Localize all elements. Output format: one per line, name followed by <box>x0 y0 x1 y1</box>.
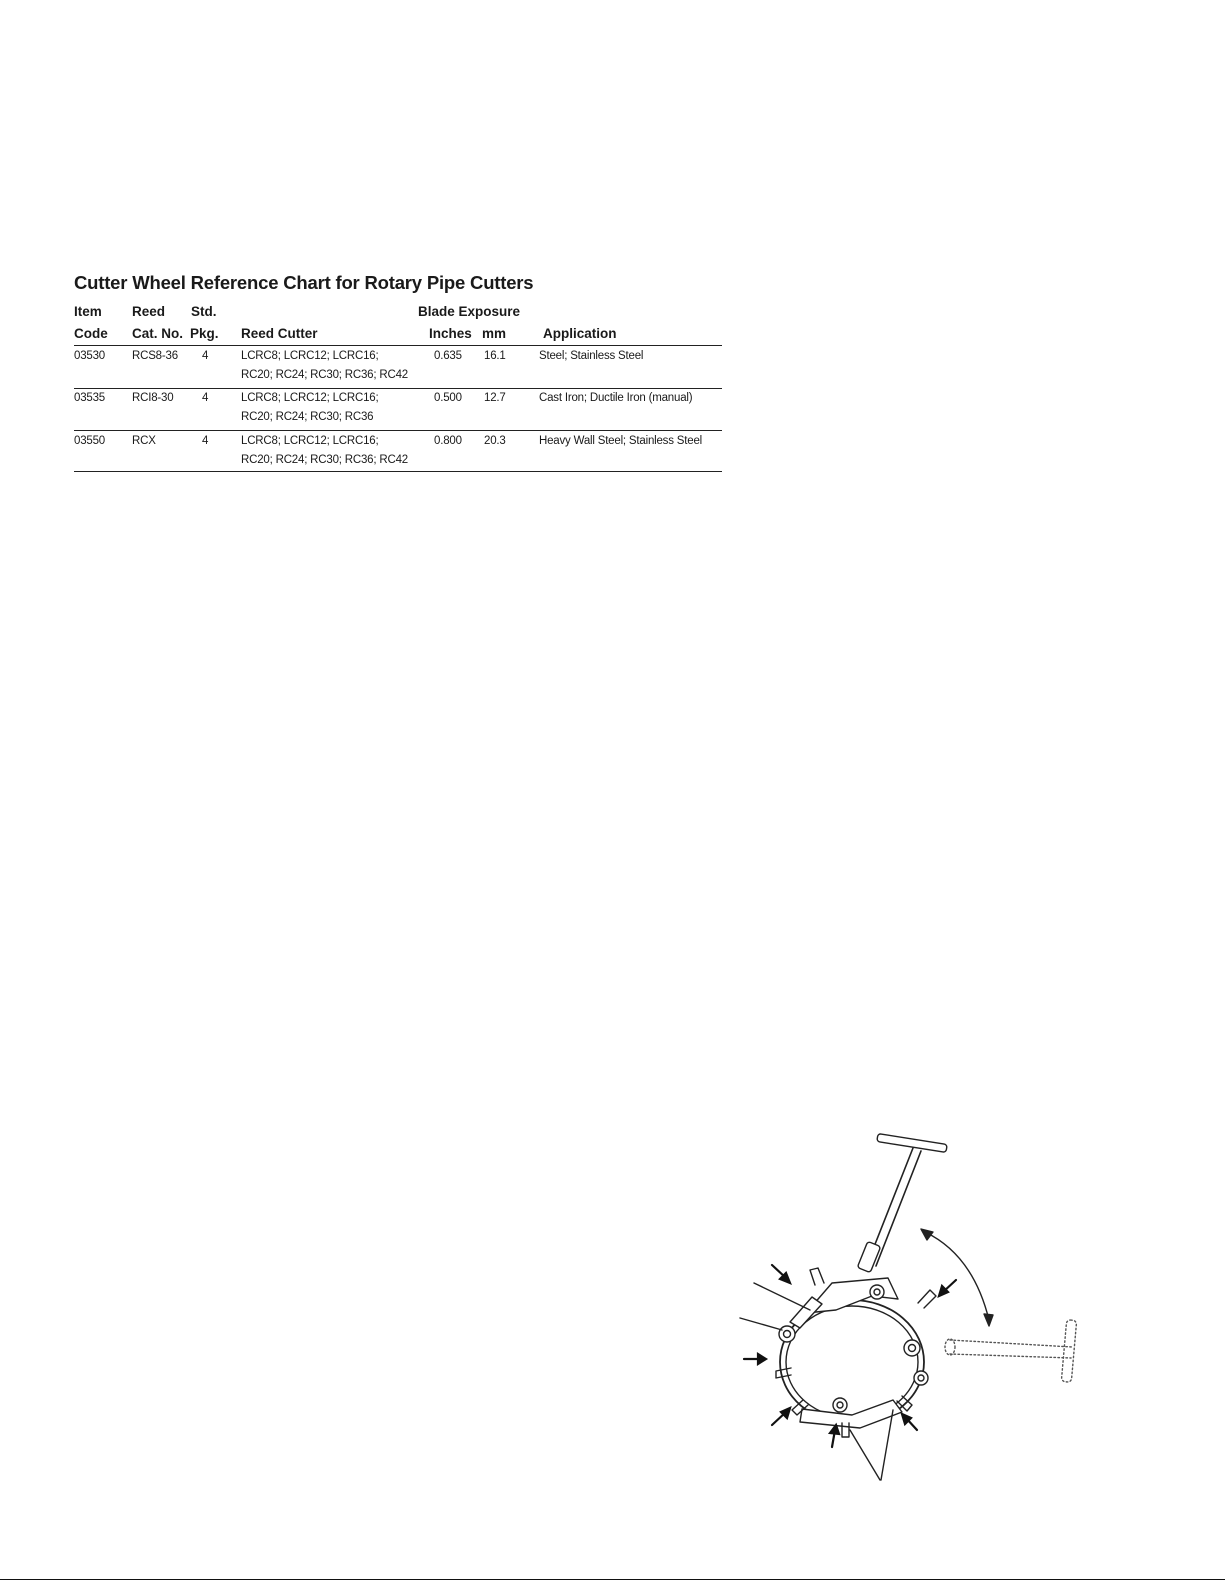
row1-inches: 0.635 <box>434 350 462 362</box>
row2-reed-cutter-line2: RC20; RC24; RC30; RC36 <box>241 411 374 423</box>
header-reed-cat-line2: Cat. No. <box>132 326 184 341</box>
header-application: Application <box>543 326 617 341</box>
header-std-pkg-line1: Std. <box>191 304 217 319</box>
row1-mm: 16.1 <box>484 350 506 362</box>
row1-reed-cat-no: RCS8-36 <box>132 350 178 362</box>
row1-application: Steel; Stainless Steel <box>539 350 644 362</box>
header-inches: Inches <box>429 326 472 341</box>
row2-reed-cat-no: RCI8-30 <box>132 392 174 404</box>
header-reed-cat-line1: Reed <box>132 304 166 319</box>
page-bottom-rule <box>0 1579 1225 1580</box>
row2-reed-cutter-line1: LCRC8; LCRC12; LCRC16; <box>241 392 379 404</box>
row1-reed-cutter-line2: RC20; RC24; RC30; RC36; RC42 <box>241 369 408 381</box>
header-item-code-line2: Code <box>74 326 108 341</box>
row2-item-code: 03535 <box>74 392 105 404</box>
row2-mm: 12.7 <box>484 392 506 404</box>
row2-std-pkg: 4 <box>202 392 209 404</box>
row3-inches: 0.800 <box>434 435 462 447</box>
row3-reed-cutter-line1: LCRC8; LCRC12; LCRC16; <box>241 435 379 447</box>
page-title: Cutter Wheel Reference Chart for Rotary Pipe Cutters <box>74 272 534 293</box>
row3-mm: 20.3 <box>484 435 506 447</box>
row1-reed-cutter-line1: LCRC8; LCRC12; LCRC16; <box>241 350 379 362</box>
header-std-pkg-line2: Pkg. <box>190 326 219 341</box>
header-reed-cutter: Reed Cutter <box>241 326 318 341</box>
row3-std-pkg: 4 <box>202 435 209 447</box>
row2-application: Cast Iron; Ductile Iron (manual) <box>539 392 693 404</box>
row3-reed-cat-no: RCX <box>132 435 156 447</box>
row1-std-pkg: 4 <box>202 350 209 362</box>
header-blade-exposure: Blade Exposure <box>418 304 521 319</box>
row3-item-code: 03550 <box>74 435 105 447</box>
row2-inches: 0.500 <box>434 392 462 404</box>
header-mm: mm <box>482 326 507 341</box>
row3-reed-cutter-line2: RC20; RC24; RC30; RC36; RC42 <box>241 454 408 466</box>
row1-item-code: 03530 <box>74 350 105 362</box>
header-item-code-line1: Item <box>74 304 102 319</box>
row3-application: Heavy Wall Steel; Stainless Steel <box>539 435 702 447</box>
